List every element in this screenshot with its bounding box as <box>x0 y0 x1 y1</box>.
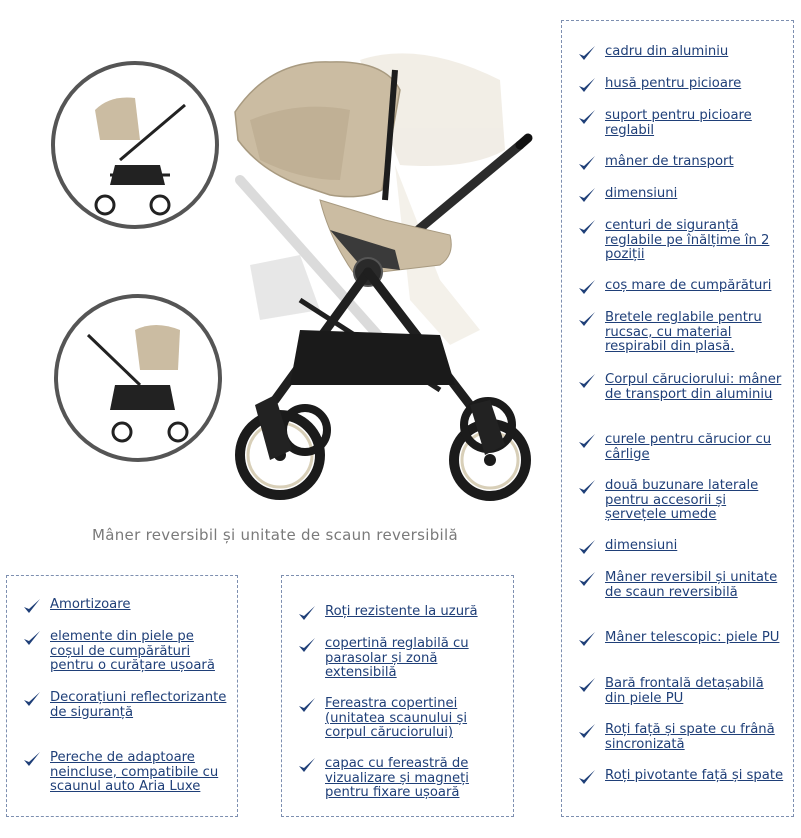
list-item <box>298 637 500 681</box>
checkmark-icon <box>578 723 596 741</box>
image-caption: Mâner reversibil și unitate de scaun reversibilă <box>92 526 458 544</box>
feature-link[interactable]: husă pentru picioare <box>605 76 742 91</box>
list-item <box>23 630 230 674</box>
feature-link[interactable]: Mâner telescopic: piele PU <box>605 630 780 645</box>
list-item <box>578 77 785 92</box>
list-item <box>578 723 785 752</box>
list-item <box>578 433 785 462</box>
list-item <box>578 155 785 170</box>
stroller-product-image <box>0 0 540 515</box>
inset-parent-facing <box>53 63 217 227</box>
feature-link[interactable]: cadru din aluminiu <box>605 44 729 59</box>
checkmark-icon <box>578 109 596 127</box>
list-item <box>578 571 785 600</box>
list-item <box>578 45 785 60</box>
shopping-basket <box>290 330 455 385</box>
checkmark-icon <box>578 571 596 589</box>
inset-world-facing <box>56 296 220 460</box>
checkmark-icon <box>298 637 316 655</box>
checkmark-icon <box>578 769 596 787</box>
checkmark-icon <box>578 433 596 451</box>
feature-link[interactable]: Bretele reglabile pentru rucsac, cu material respirabil din plasă. <box>605 310 762 354</box>
feature-link[interactable]: Roți pivotante față și spate <box>605 768 784 783</box>
list-item <box>578 279 785 294</box>
feature-link[interactable]: Bară frontală detașabilă din piele PU <box>605 676 764 706</box>
checkmark-icon <box>578 187 596 205</box>
checkmark-icon <box>578 45 596 63</box>
checkmark-icon <box>23 751 41 769</box>
features-list-left <box>6 575 238 817</box>
list-item <box>578 479 785 523</box>
feature-link[interactable]: Roți rezistente la uzură <box>325 604 478 619</box>
checkmark-icon <box>298 605 316 623</box>
feature-link[interactable]: centuri de siguranță reglabile pe înălțime în 2 poziții <box>605 218 770 262</box>
list-item <box>578 311 785 355</box>
checkmark-icon <box>578 77 596 95</box>
feature-link[interactable]: capac cu fereastră de vizualizare și magneți pentru fixare ușoară <box>325 756 469 800</box>
list-item <box>23 691 230 720</box>
checkmark-icon <box>578 479 596 497</box>
checkmark-icon <box>578 539 596 557</box>
feature-link[interactable]: Mâner reversibil și unitate de scaun reversibilă <box>605 570 778 600</box>
features-list-middle <box>281 575 514 817</box>
feature-link[interactable]: Pereche de adaptoare neincluse, compatibile cu scaunul auto Aria Luxe <box>50 750 219 794</box>
feature-link[interactable]: copertină reglabilă cu parasolar și zonă extensibilă <box>325 636 469 680</box>
checkmark-icon <box>578 155 596 173</box>
list-item <box>578 769 785 784</box>
checkmark-icon <box>578 677 596 695</box>
checkmark-icon <box>578 311 596 329</box>
feature-link[interactable]: Amortizoare <box>50 597 131 612</box>
feature-link[interactable]: coș mare de cumpărături <box>605 278 772 293</box>
feature-link[interactable]: dimensiuni <box>605 538 678 553</box>
checkmark-icon <box>578 219 596 237</box>
feature-link[interactable]: Decorațiuni reflectorizante de siguranță <box>50 690 227 720</box>
list-item <box>298 605 500 620</box>
list-item <box>578 631 785 646</box>
checkmark-icon <box>23 630 41 648</box>
feature-link[interactable]: Fereastra copertinei (unitatea scaunului și corpul căruciorului) <box>325 696 468 740</box>
list-item <box>578 219 785 263</box>
checkmark-icon <box>578 373 596 391</box>
feature-link[interactable]: curele pentru cărucior cu cârlige <box>605 432 772 462</box>
checkmark-icon <box>23 598 41 616</box>
list-item <box>298 697 500 741</box>
checkmark-icon <box>578 279 596 297</box>
list-item <box>298 757 500 801</box>
features-list-right <box>561 20 794 817</box>
list-item <box>23 598 230 613</box>
checkmark-icon <box>298 697 316 715</box>
list-item <box>578 539 785 554</box>
list-item <box>578 373 785 402</box>
feature-link[interactable]: suport pentru picioare reglabil <box>605 108 752 138</box>
checkmark-icon <box>578 631 596 649</box>
checkmark-icon <box>23 691 41 709</box>
list-item <box>578 677 785 706</box>
feature-link[interactable]: dimensiuni <box>605 186 678 201</box>
feature-link[interactable]: elemente din piele pe coșul de cumpărături pentru o curățare ușoară <box>50 629 215 673</box>
feature-link[interactable]: Corpul căruciorului: mâner de transport din aluminiu <box>605 372 782 402</box>
list-item <box>23 751 230 795</box>
list-item <box>578 109 785 138</box>
checkmark-icon <box>298 757 316 775</box>
list-item <box>578 187 785 202</box>
feature-link[interactable]: mâner de transport <box>605 154 734 169</box>
feature-link[interactable]: două buzunare laterale pentru accesorii și șervețele umede <box>605 478 759 522</box>
feature-link[interactable]: Roți față și spate cu frână sincronizată <box>605 722 775 752</box>
